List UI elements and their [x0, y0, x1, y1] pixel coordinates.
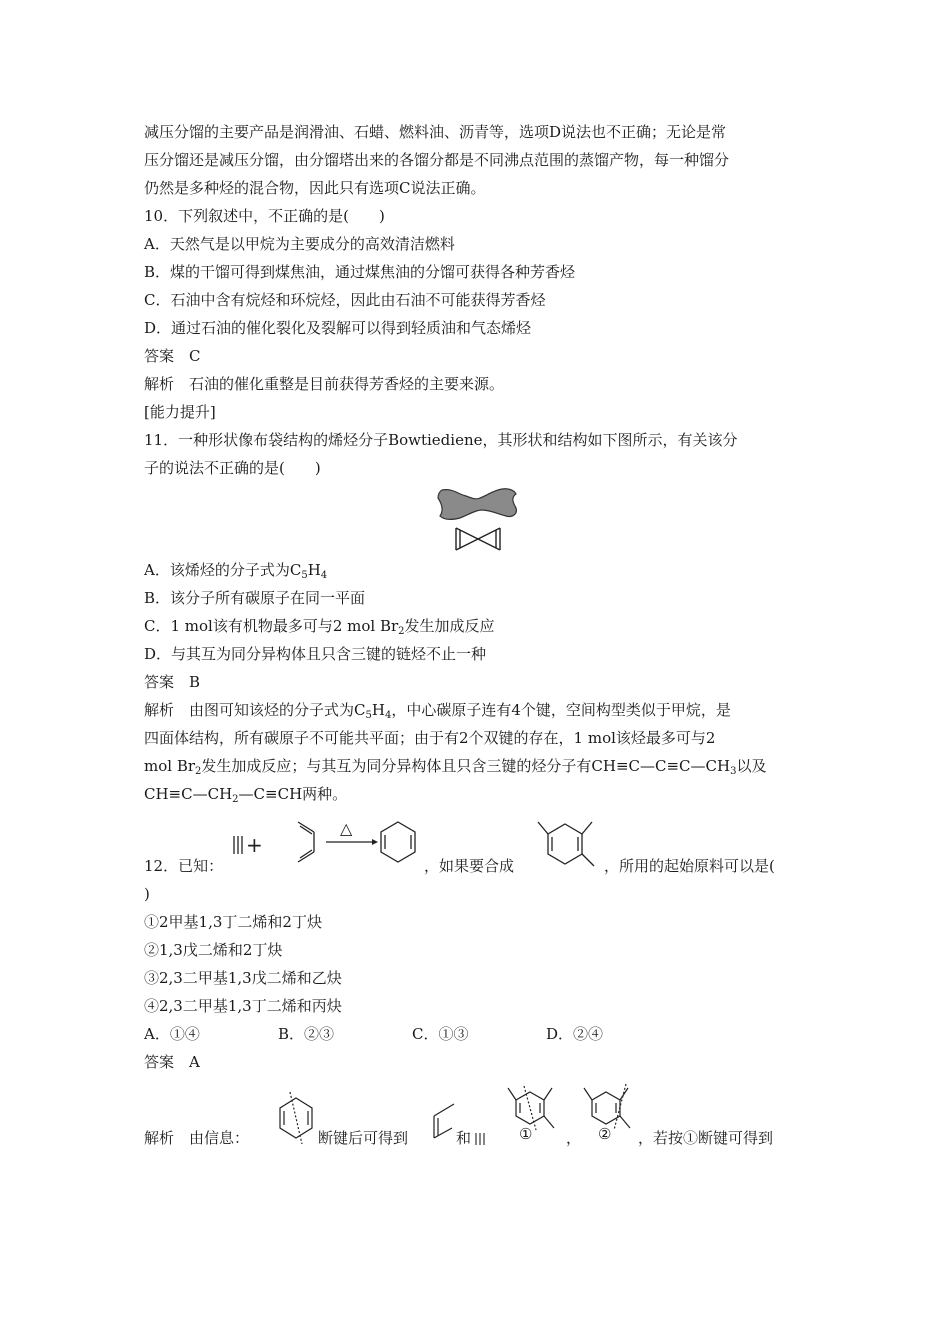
q11-option-b: B．该分子所有碳原子在同一平面 [144, 589, 366, 607]
q12-choice-d: D．②④ [546, 1025, 604, 1043]
q12-analysis: ， [566, 1129, 582, 1147]
target-product-structure [528, 812, 602, 878]
question-12-stem: 12．已知： [144, 857, 224, 875]
q10-option-a: A．天然气是以甲烷为主要成分的高效清洁燃料 [144, 235, 455, 253]
butadiene-fragment [430, 1100, 458, 1144]
q12-choice-c: C．①③ [412, 1025, 469, 1043]
q12-item-4: ④2,3二甲基1,3丁二烯和丙炔 [144, 997, 342, 1015]
cyclohexadiene-cut-structure [272, 1090, 320, 1146]
q10-answer: 答案 C [144, 347, 201, 365]
cut-marker-1: ① [519, 1125, 533, 1143]
question-12-stem: ，如果要合成 [424, 857, 515, 875]
q10-option-c: C．石油中含有烷烃和环烷烃，因此由石油不可能获得芳香烃 [144, 291, 546, 309]
q12-item-1: ①2甲基1,3丁二烯和2丁炔 [144, 913, 322, 931]
question-12-stem: ) [144, 885, 150, 903]
q11-option-d: D．与其互为同分异构体且只含三键的链烃不止一种 [144, 645, 487, 663]
cyclohexadiene-icon [381, 822, 415, 862]
q12-answer: 答案 A [144, 1053, 200, 1071]
q11-analysis-line: 解析 由图可知该烃的分子式为$C_5H_4$，中心碳原子连有4个键，空间构型类似于甲烷，是 [144, 701, 731, 721]
q11-analysis-line: 四面体结构，所有碳原子不可能共平面；由于有2个双键的存在，1 mol该烃最多可与2 [144, 729, 716, 747]
q11-analysis-line: $CH\equiv C—CH_2—C\equiv CH$两种。 [144, 785, 348, 805]
q12-analysis: 和 [456, 1129, 472, 1147]
q10-analysis: 解析 石油的催化重整是目前获得芳香烃的主要来源。 [144, 375, 505, 393]
q12-item-2: ②1,3戊二烯和2丁炔 [144, 941, 283, 959]
q10-option-b: B．煤的干馏可得到煤焦油，通过煤焦油的分馏可获得各种芳香烃 [144, 263, 576, 281]
q12-analysis: ，若按①断键可得到 [638, 1129, 774, 1147]
question-10-stem: 10．下列叙述中，不正确的是( ) [144, 207, 385, 225]
q12-item-3: ③2,3二甲基1,3戊二烯和乙炔 [144, 969, 342, 987]
diels-alder-scheme [228, 814, 418, 878]
q11-option-a: A．该烯烃的分子式为$C_5H_4$ [144, 561, 328, 581]
butadiene-icon [298, 822, 314, 862]
heat-symbol: △ [340, 819, 353, 838]
bowtiediene-figure [436, 486, 520, 554]
paragraph-line: 仍然是多种烃的混合物，因此只有选项C说法正确。 [144, 179, 486, 197]
q12-analysis: 解析 由信息： [144, 1129, 250, 1147]
q11-option-c: C．1 mol该有机物最多可与2 mol $Br_2$发生加成反应 [144, 617, 495, 637]
q12-choice-b: B．②③ [278, 1025, 335, 1043]
alkyne-fragment-icon [473, 1131, 487, 1147]
q12-choice-a: A．①④ [144, 1025, 200, 1043]
question-12-stem: ，所用的起始原料可以是( [604, 857, 775, 875]
q10-option-d: D．通过石油的催化裂化及裂解可以得到轻质油和气态烯烃 [144, 319, 532, 337]
q12-analysis: 断键后可得到 [318, 1129, 409, 1147]
section-label: [能力提升] [144, 403, 216, 421]
bowtie-shape [438, 489, 516, 520]
paragraph-line: 减压分馏的主要产品是润滑油、石蜡、燃料油、沥青等，选项D说法也不正确；无论是常 [144, 123, 727, 141]
cut-marker-2: ② [598, 1125, 612, 1143]
plus-sign: + [246, 833, 263, 857]
question-11-stem: 子的说法不正确的是( ) [144, 459, 321, 477]
alkyne-triple-bond-icon [234, 836, 242, 854]
bowtiediene-structure [456, 528, 500, 550]
q11-analysis-line: mol $Br_2$发生加成反应；与其互为同分异构体且只含三键的烃分子有$CH\equiv C—C\equiv C—CH_3$以及 [144, 757, 767, 777]
question-11-stem: 11．一种形状像布袋结构的烯烃分子Bowtiediene，其形状和结构如下图所示，有关该分 [144, 431, 738, 449]
paragraph-line: 压分馏还是减压分馏，由分馏塔出来的各馏分都是不同沸点范围的蒸馏产物，每一种馏分 [144, 151, 730, 169]
arrow-head [372, 839, 378, 845]
q11-answer: 答案 B [144, 673, 201, 691]
